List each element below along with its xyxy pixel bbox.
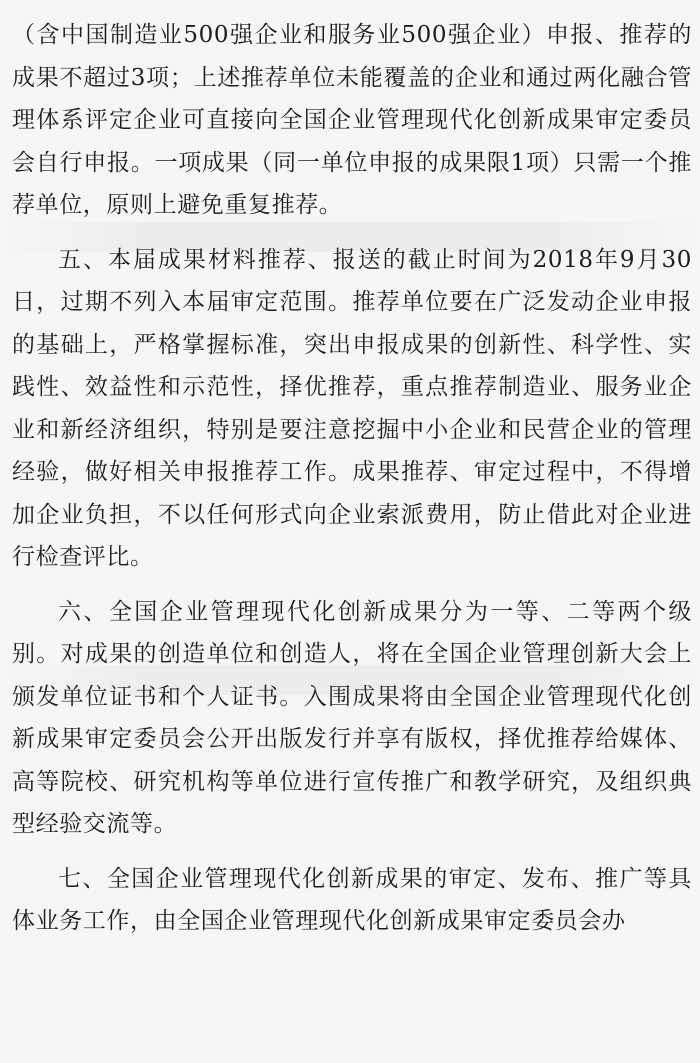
paragraph-continuation: （含中国制造业500强企业和服务业500强企业）申报、推荐的成果不超过3项；上述推荐单位未能覆盖的企业和通过两化融合管理体系评定企业可直接向全国企业管理现代化创新成果审定委员会自行申报。一项成果（同一单位申报的成果限1项）只需一个推荐单位，原则上避免重复推荐。	[12, 22, 692, 218]
show-through-shadow	[0, 222, 700, 252]
show-through-shadow	[0, 665, 700, 695]
paragraph-section-7: 七、全国企业管理现代化创新成果的审定、发布、推广等具体业务工作，由全国企业管理现代化创新成果审定委员会办	[12, 865, 692, 934]
paragraph-section-5: 五、本届成果材料推荐、报送的截止时间为2018年9月30日，过期不列入本届审定范围。推荐单位要在广泛发动企业申报的基础上，严格掌握标准，突出申报成果的创新性、科学性、实践性、效益性和示范性，择优推荐，重点推荐制造业、服务业企业和新经济组织，特别是要注意挖掘中小企业和民营企业的管理经验，做好相关申报推荐工作。成果推荐、审定过程中，不得增加企业负担，不以任何形式向企业索派费用，防止借此对企业进行检查评比。	[12, 246, 692, 570]
paragraph-section-6: 六、全国企业管理现代化创新成果分为一等、二等两个级别。对成果的创造单位和创造人，将在全国企业管理创新大会上颁发单位证书和个人证书。入围成果将由全国企业管理现代化创新成果审定委员会公开出版发行并享有版权，择优推荐给媒体、高等院校、研究机构等单位进行宣传推广和教学研究，及组织典型经验交流等。	[12, 598, 692, 837]
